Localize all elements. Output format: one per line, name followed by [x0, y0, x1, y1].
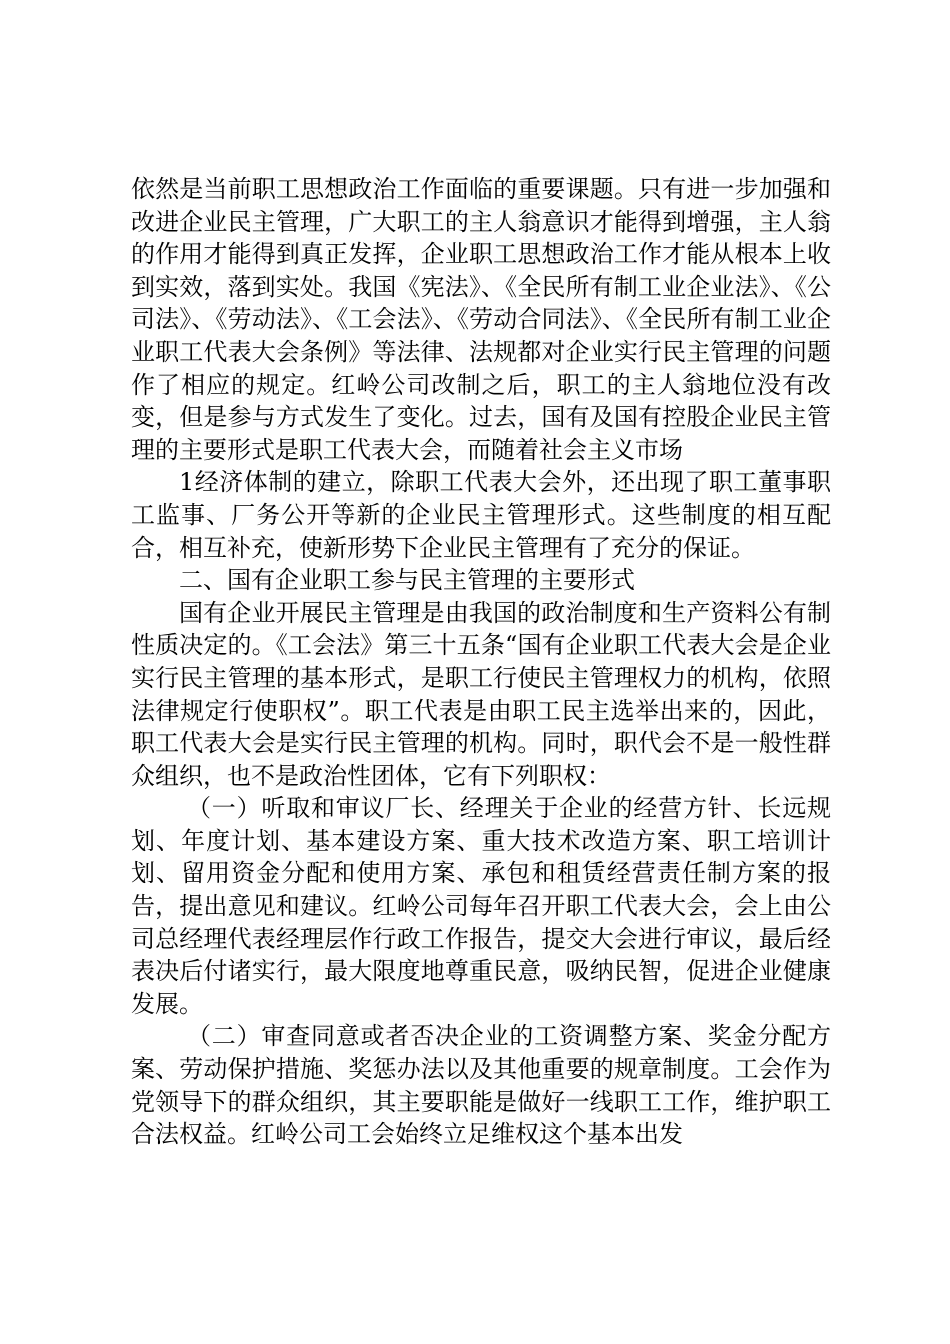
paragraph-economic-system: 1经济体制的建立，除职工代表大会外，还出现了职工董事职工监事、厂务公开等新的企业民主管理形式。这些制度的相互配合，相互补充，使新形势下企业民主管理有了充分的保证。	[131, 468, 831, 562]
paragraph-democratic-management: 国有企业开展民主管理是由我国的政治制度和生产资料公有制性质决定的。《工会法》第三十五条“国有企业职工代表大会是企业实行民主管理的基本形式，是职工行使民主管理权力的机构，依照法律规定行使职权”。职工代表是由职工民主选举出来的，因此，职工代表大会是实行民主管理的机构。同时，职代会不是一般性群众组织，也不是政治性团体，它有下列职权：	[131, 598, 831, 790]
paragraph-intro-continued: 依然是当前职工思想政治工作面临的重要课题。只有进一步加强和改进企业民主管理，广大职工的主人翁意识才能得到增强，主人翁的作用才能得到真正发挥，企业职工思想政治工作才能从根本上收到实效，落到实处。我国《宪法》、《全民所有制工业企业法》、《公司法》、《劳动法》、《工会法》、《劳动合同法》、《全民所有制工业企业职工代表大会条例》等法律、法规都对企业实行民主管理的问题作了相应的规定。红岭公司改制之后，职工的主人翁地位没有改变，但是参与方式发生了变化。过去，国有及国有控股企业民主管理的主要形式是职工代表大会，而随着社会主义市场	[131, 175, 831, 464]
paragraph-item-two: （二）审查同意或者否决企业的工资调整方案、奖金分配方案、劳动保护措施、奖惩办法以及其他重要的规章制度。工会作为党领导下的群众组织，其主要职能是做好一线职工工作，维护职工合法权益。红岭公司工会始终立足维权这个基本出发	[131, 1022, 831, 1149]
paragraph-item-one: （一）听取和审议厂长、经理关于企业的经营方针、长远规划、年度计划、基本建设方案、重大技术改造方案、职工培训计划、留用资金分配和使用方案、承包和租赁经营责任制方案的报告，提出意见和建议。红岭公司每年召开职工代表大会，会上由公司总经理代表经理层作行政工作报告，提交大会进行审议，最后经表决后付诸实行，最大限度地尊重民意，吸纳民智，促进企业健康发展。	[131, 794, 831, 1018]
section-heading: 二、国有企业职工参与民主管理的主要形式	[179, 566, 635, 595]
document-body	[131, 173, 831, 1151]
